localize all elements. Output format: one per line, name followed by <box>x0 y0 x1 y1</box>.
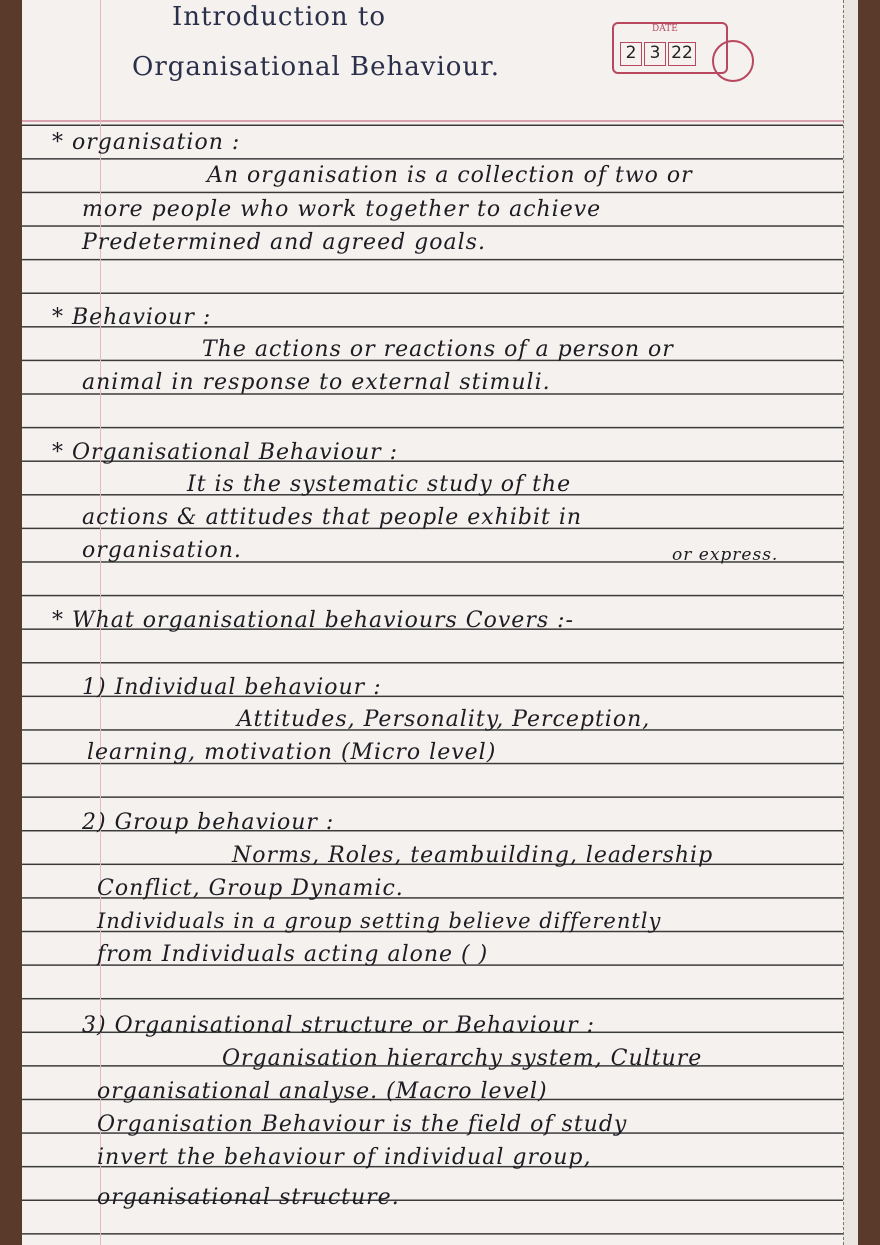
text-line: invert the behaviour of individual group, <box>97 1145 592 1170</box>
date-box <box>612 22 728 74</box>
date-month: 3 <box>644 42 666 66</box>
text-line: learning, motivation (Micro level) <box>87 740 497 765</box>
text-line: organisational analyse. (Macro level) <box>97 1079 548 1104</box>
text-line: more people who work together to achieve <box>82 197 602 222</box>
notebook-page <box>22 0 858 1245</box>
text-line: actions & attitudes that people exhibit in <box>82 505 583 530</box>
date-year: 22 <box>668 42 696 66</box>
title-line-2: Organisational Behaviour. <box>132 52 501 82</box>
date-label: DATE <box>652 24 678 34</box>
heading-organisational-structure: 3) Organisational structure or Behaviour : <box>82 1013 596 1038</box>
text-line: Predetermined and agreed goals. <box>82 230 486 255</box>
text-line: Individuals in a group setting believe differently <box>97 909 662 933</box>
heading-individual-behaviour: 1) Individual behaviour : <box>82 675 382 700</box>
text-line: Organisation Behaviour is the field of study <box>97 1112 628 1137</box>
heading-behaviour: * Behaviour : <box>52 305 212 330</box>
text-line: Attitudes, Personality, Perception, <box>237 707 651 732</box>
text-line: animal in response to external stimuli. <box>82 370 551 395</box>
heading-what-ob-covers: * What organisational behaviours Covers :- <box>52 608 574 633</box>
text-line: Conflict, Group Dynamic. <box>97 876 404 901</box>
text-line: from Individuals acting alone ( ) <box>97 942 489 967</box>
heading-organisational-behaviour: * Organisational Behaviour : <box>52 440 399 465</box>
page-edge <box>843 0 858 1245</box>
text-line: organisational structure. <box>97 1185 400 1210</box>
date-circle <box>712 40 754 82</box>
text-line: An organisation is a collection of two or <box>207 163 693 188</box>
text-line: organisation. <box>82 538 242 563</box>
text-annotation: or express. <box>672 545 779 565</box>
heading-group-behaviour: 2) Group behaviour : <box>82 810 335 835</box>
heading-organisation: * organisation : <box>52 130 241 155</box>
text-line: Organisation hierarchy system, Culture <box>222 1046 703 1071</box>
text-line: Norms, Roles, teambuilding, leadership <box>232 843 714 868</box>
date-day: 2 <box>620 42 642 66</box>
text-line: The actions or reactions of a person or <box>202 337 674 362</box>
title-line-1: Introduction to <box>172 2 387 32</box>
text-line: It is the systematic study of the <box>187 472 572 497</box>
